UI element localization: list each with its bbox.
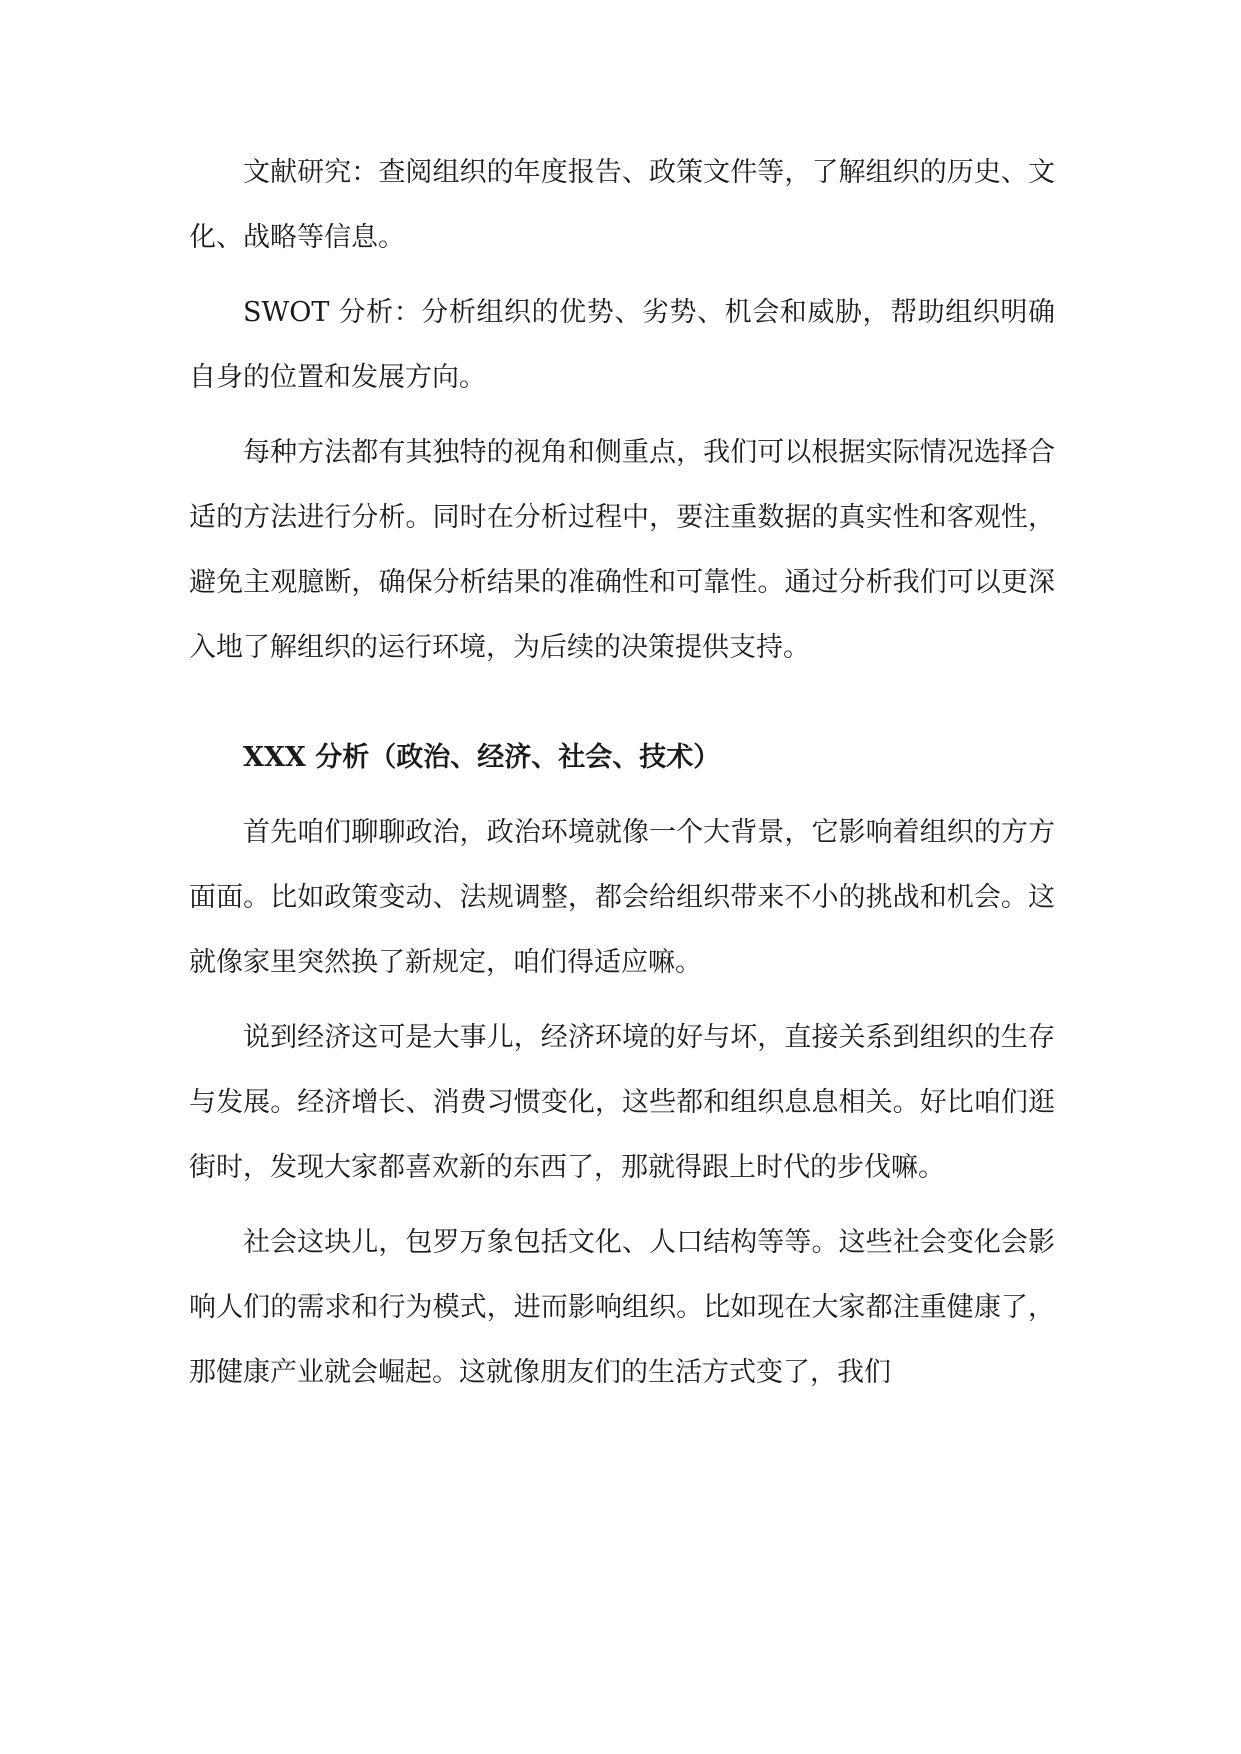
paragraph-political: 首先咱们聊聊政治，政治环境就像一个大背景，它影响着组织的方方面面。比如政策变动、法规调整，都会给组织带来不小的挑战和机会。这就像家里突然换了新规定，咱们得适应嘛。 xyxy=(189,817,1055,978)
document-body xyxy=(189,140,1055,1415)
section-heading: XXX 分析（政治、经济、社会、技术） xyxy=(243,742,721,773)
paragraph-method-summary: 每种方法都有其独特的视角和侧重点，我们可以根据实际情况选择合适的方法进行分析。同时在分析过程中，要注重数据的真实性和客观性，避免主观臆断，确保分析结果的准确性和可靠性。通过分析我们可以更深入地了解组织的运行环境，为后续的决策提供支持。 xyxy=(189,437,1055,663)
paragraph-social: 社会这块儿，包罗万象包括文化、人口结构等等。这些社会变化会影响人们的需求和行为模式，进而影响组织。比如现在大家都注重健康了，那健康产业就会崛起。这就像朋友们的生活方式变了，我们 xyxy=(189,1227,1055,1388)
paragraph-economic: 说到经济这可是大事儿，经济环境的好与坏，直接关系到组织的生存与发展。经济增长、消费习惯变化，这些都和组织息息相关。好比咱们逛街时，发现大家都喜欢新的东西了，那就得跟上时代的步伐嘛。 xyxy=(189,1022,1055,1183)
paragraph-swot-analysis: SWOT 分析：分析组织的优势、劣势、机会和威胁，帮助组织明确自身的位置和发展方向。 xyxy=(189,297,1055,393)
paragraph-literature-research: 文献研究：查阅组织的年度报告、政策文件等，了解组织的历史、文化、战略等信息。 xyxy=(189,157,1055,253)
